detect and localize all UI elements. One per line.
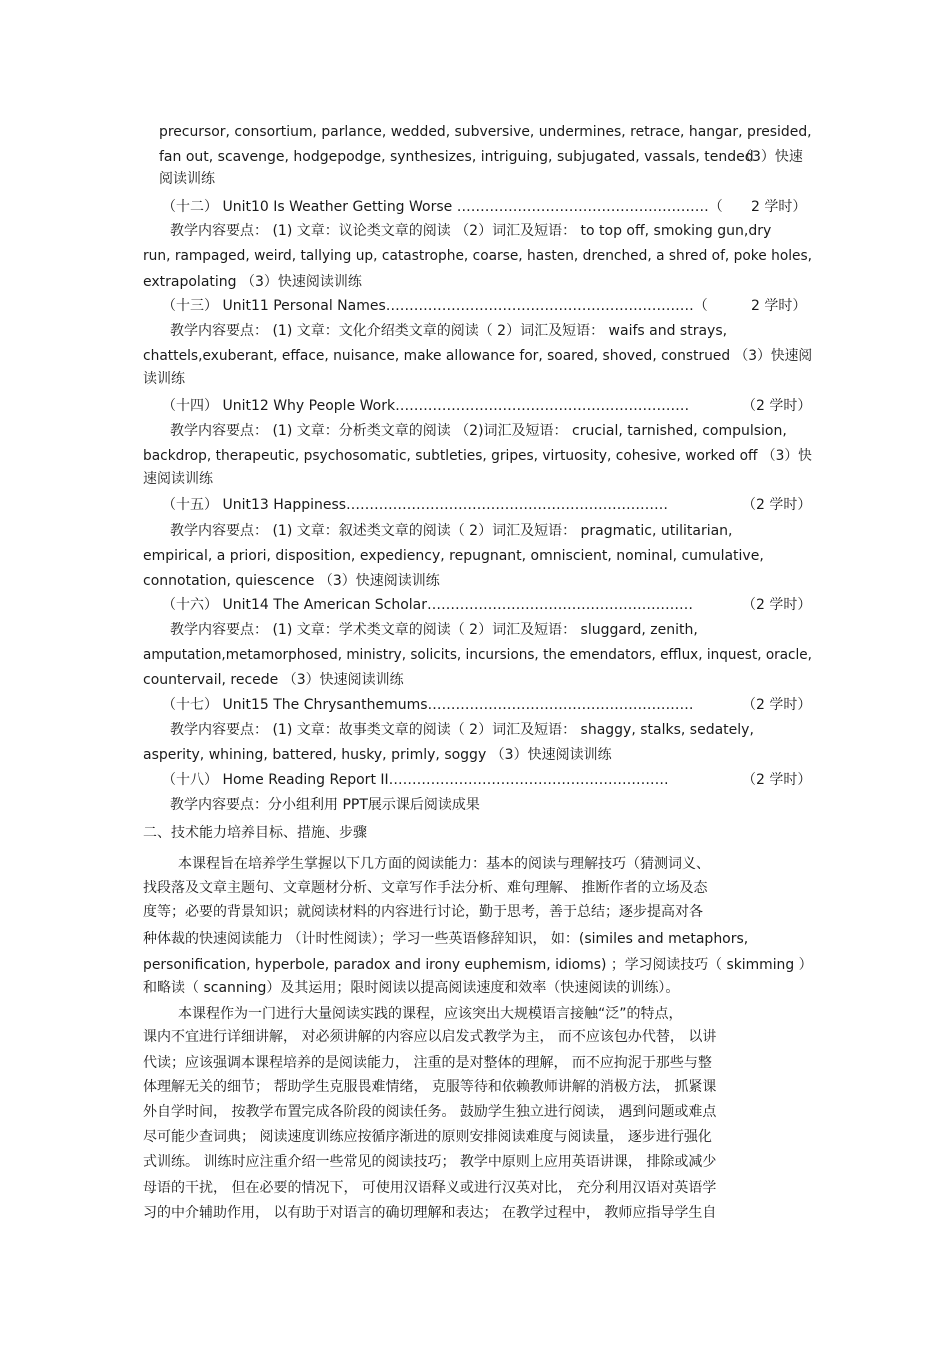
unit-heading: （十六） Unit14 The American Scholar………………………………………………… <box>162 597 694 613</box>
unit-content: asperity, whining, battered, husky, primly, soggy （3）快速阅读训练 <box>143 747 612 763</box>
paragraph-line: 本课程作为一门进行大量阅读实践的课程，应该突出大规模语言接触“泛”的特点， <box>178 1006 683 1022</box>
unit-hours: （2 学时） <box>742 697 812 713</box>
vocab-line: precursor, consortium, parlance, wedded, subversive, undermines, retrace, hangar, presided, <box>159 124 812 140</box>
paragraph-line: 找段落及文章主题句、文章题材分析、文章写作手法分析、难句理解、 推断作者的立场及态 <box>143 880 708 896</box>
unit-content: backdrop, therapeutic, psychosomatic, subtleties, gripes, virtuosity, cohesive, worked off （3）快 <box>143 448 812 464</box>
paragraph-line: 本课程旨在培养学生掌握以下几方面的阅读能力：基本的阅读与理解技巧（猜测词义、 <box>178 856 710 872</box>
unit-content: 教学内容要点： (1) 文章：分析类文章的阅读 （2)词汇及短语： crucial, tarnished, compulsion, <box>170 423 787 439</box>
paragraph-line: 度等；必要的背景知识；就阅读材料的内容进行讨论，勤于思考，善于总结；逐步提高对各 <box>143 904 703 920</box>
unit-hours: 2 学时） <box>751 298 807 314</box>
unit-hours: （2 学时） <box>742 497 812 513</box>
unit-content: empirical, a priori, disposition, expediency, repugnant, omniscient, nominal, cumulative, <box>143 548 764 564</box>
unit-content: connotation, quiescence （3）快速阅读训练 <box>143 573 440 589</box>
vocab-line: fan out, scavenge, hodgepodge, synthesizes, intriguing, subjugated, vassals, tended <box>159 149 754 165</box>
paragraph-line: personification, hyperbole, paradox and irony euphemism, idioms) ；学习阅读技巧（ skimming ） <box>143 957 813 973</box>
unit-heading: （十八） Home Reading Report II…………………………………………………… <box>162 772 669 788</box>
paragraph-line: 尽可能少查词典； 阅读速度训练应按循序渐进的原则安排阅读难度与阅读量， 逐步进行强化 <box>143 1129 712 1145</box>
section-heading: 二、技术能力培养目标、措施、步骤 <box>143 825 367 841</box>
unit-heading: （十七） Unit15 The Chrysanthemums………………………………………………… <box>162 697 694 713</box>
paragraph-line: 课内不宜进行详细讲解， 对必须讲解的内容应以启发式教学为主， 而不应该包办代替， 以讲 <box>143 1029 717 1045</box>
paragraph-line: 式训练。 训练时应注重介绍一些常见的阅读技巧； 教学中原则上应用英语讲课， 排除或减少 <box>143 1154 717 1170</box>
unit-content: 教学内容要点： (1) 文章：议论类文章的阅读 （2）词汇及短语： to top off, smoking gun,dry <box>170 223 772 239</box>
paragraph-line: 母语的干扰， 但在必要的情况下， 可使用汉语释义或进行汉英对比， 充分利用汉语对英语学 <box>143 1180 717 1196</box>
vocab-line: 阅读训练 <box>159 171 215 187</box>
unit-content: chattels,exuberant, efface, nuisance, make allowance for, soared, shoved, construed （3）快速阅 <box>143 348 813 364</box>
unit-hours: （2 学时） <box>742 772 812 788</box>
unit-content: countervail, recede （3）快速阅读训练 <box>143 672 404 688</box>
unit-content: 教学内容要点： (1) 文章：故事类文章的阅读（ 2）词汇及短语： shaggy, stalks, sedately, <box>170 722 754 738</box>
unit-content: extrapolating （3）快速阅读训练 <box>143 274 362 290</box>
paragraph-line: 种体裁的快速阅读能力 （计时性阅读）；学习一些英语修辞知识， 如：(similes and metaphors, <box>143 931 749 947</box>
unit-content: 教学内容要点： (1) 文章：文化介绍类文章的阅读（ 2）词汇及短语： waifs and strays, <box>170 323 728 339</box>
unit-content: run, rampaged, weird, tallying up, catastrophe, coarse, hasten, drenched, a shred of, poke holes, <box>143 248 813 264</box>
unit-hours: （2 学时） <box>742 398 812 414</box>
paragraph-line: 代读；应该强调本课程培养的是阅读能力， 注重的是对整体的理解， 而不应拘泥于那些与整 <box>143 1055 712 1071</box>
unit-content: 教学内容要点：分小组利用 PPT展示课后阅读成果 <box>170 797 480 813</box>
unit-content: amputation,metamorphosed, ministry, solicits, incursions, the emendators, efflux, inquest, oracle, <box>143 647 812 663</box>
vocab-line-tail: （3）快速 <box>738 149 803 165</box>
unit-heading: （十三） Unit11 Personal Names…………………………………………………………（ <box>162 298 708 314</box>
unit-content: 教学内容要点： (1) 文章：学术类文章的阅读（ 2）词汇及短语： sluggard, zenith, <box>170 622 698 638</box>
paragraph-line: 和略读（ scanning）及其运用；限时阅读以提高阅读速度和效率（快速阅读的训练）。 <box>143 980 680 996</box>
paragraph-line: 体理解无关的细节； 帮助学生克服畏难情绪， 克服等待和依赖教师讲解的消极方法， 抓紧课 <box>143 1079 717 1095</box>
unit-content: 速阅读训练 <box>143 471 213 487</box>
paragraph-line: 习的中介辅助作用， 以有助于对语言的确切理解和表达； 在教学过程中， 教师应指导学生自 <box>143 1205 717 1221</box>
unit-hours: 2 学时） <box>751 199 807 215</box>
unit-hours: （2 学时） <box>742 597 812 613</box>
unit-content: 教学内容要点： (1) 文章：叙述类文章的阅读（ 2）词汇及短语： pragmatic, utilitarian, <box>170 523 733 539</box>
paragraph-line: 外自学时间， 按教学布置完成各阶段的阅读任务。 鼓励学生独立进行阅读， 遇到问题或难点 <box>143 1104 717 1120</box>
unit-heading: （十五） Unit13 Happiness…………………………………………………………… <box>162 497 669 513</box>
unit-content: 读训练 <box>143 371 185 387</box>
unit-heading: （十二） Unit10 Is Weather Getting Worse ………………………………………………（ <box>162 199 723 215</box>
unit-heading: （十四） Unit12 Why People Work……………………………………………………… <box>162 398 690 414</box>
